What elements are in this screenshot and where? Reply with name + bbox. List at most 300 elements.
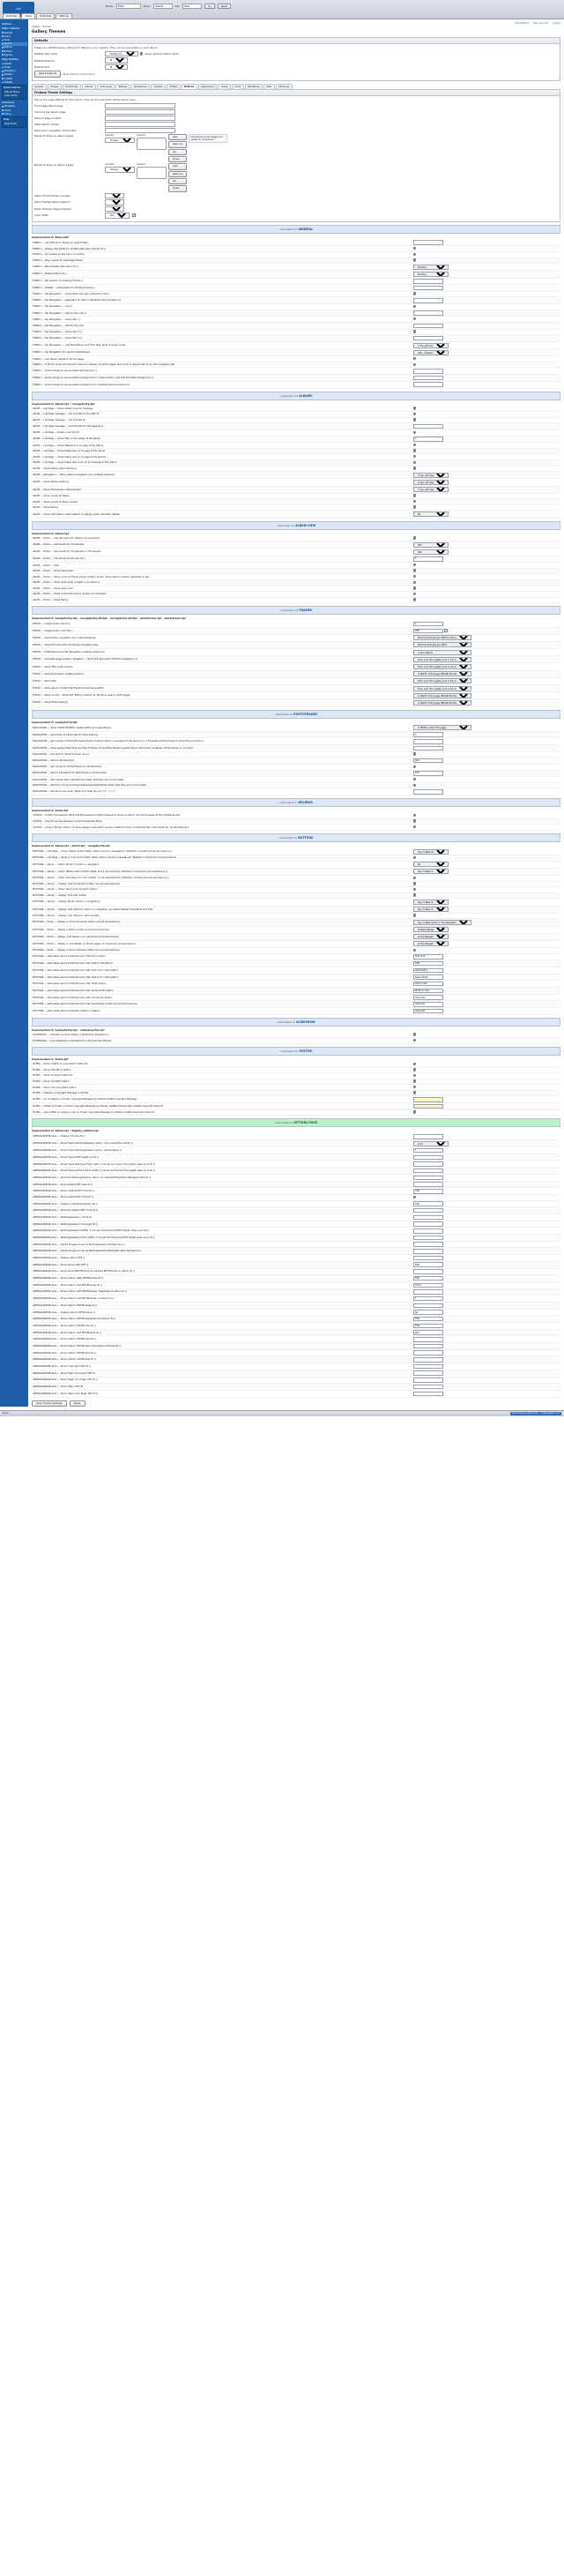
section-banner-title: PHOTOFRAMES bbox=[293, 712, 318, 716]
photo-themes-select[interactable] bbox=[105, 206, 124, 213]
setting-label: FORBid — Marcet Right Side album ID () bbox=[32, 264, 412, 271]
setting-row bbox=[32, 486, 560, 493]
setting-select[interactable] bbox=[413, 542, 449, 548]
setting-text-input[interactable] bbox=[413, 1134, 443, 1139]
setting-control-cell bbox=[412, 1133, 560, 1139]
setting-select[interactable] bbox=[413, 700, 471, 706]
setting-select[interactable] bbox=[413, 671, 471, 676]
setting-row bbox=[32, 417, 560, 423]
setting-row bbox=[32, 278, 560, 285]
blocks-album-pages-row-2 bbox=[34, 163, 558, 191]
setting-checkbox[interactable] bbox=[413, 598, 416, 601]
setting-label: PHOTO — Show album content that the for thumbnail position bbox=[32, 684, 412, 691]
setting-checkbox[interactable] bbox=[413, 564, 416, 566]
setting-checkbox[interactable] bbox=[413, 247, 416, 250]
setting-row bbox=[32, 981, 560, 988]
setting-checkbox[interactable] bbox=[413, 752, 416, 755]
sidebar-item-widgets[interactable] bbox=[1, 77, 27, 84]
chrome-tab-templates[interactable]: Templates bbox=[36, 13, 55, 19]
setting-row bbox=[32, 892, 560, 899]
reset-button[interactable]: Reset bbox=[218, 4, 231, 9]
setting-label: AlbUM — Show Thumbnails relationships() bbox=[32, 486, 412, 493]
setting-checkbox[interactable] bbox=[413, 1091, 416, 1094]
setting-row bbox=[32, 597, 560, 603]
setting-checkbox[interactable] bbox=[413, 825, 416, 828]
move-block-up-button-1[interactable]: Up bbox=[168, 149, 187, 155]
chrome-field-input-2[interactable] bbox=[182, 4, 202, 9]
link-edit-options[interactable]: Edit Options bbox=[515, 22, 530, 25]
setting-checkbox[interactable] bbox=[413, 575, 416, 578]
setting-checkbox[interactable] bbox=[413, 765, 416, 768]
section-banner-sub: customisation for bbox=[279, 1049, 300, 1053]
setting-select[interactable] bbox=[413, 725, 471, 730]
tab-fonts[interactable]: Fonts bbox=[232, 84, 244, 89]
setting-label: PHOTO — Show Description (subtle position) bbox=[32, 670, 412, 677]
setting-checkbox[interactable] bbox=[413, 431, 416, 434]
setting-label: APPEARANCE/Module — Show 'Album' with PDF/Modules, the/added of Album ID () bbox=[32, 1288, 412, 1295]
setting-checkbox[interactable] bbox=[413, 449, 416, 452]
setting-text-input[interactable] bbox=[413, 732, 443, 737]
setting-label: BUTTONS — Photo — display a 'Set Contextual' button and all permissions() bbox=[32, 948, 412, 954]
setting-checkbox[interactable] bbox=[413, 819, 416, 822]
setting-text-input[interactable] bbox=[413, 240, 443, 245]
setting-row bbox=[32, 317, 560, 323]
tab-permissions[interactable]: Permissions bbox=[130, 84, 150, 89]
setting-text-input[interactable] bbox=[413, 622, 443, 627]
page-title: Gallery Themes bbox=[32, 30, 66, 34]
setting-select[interactable] bbox=[413, 549, 449, 555]
tab-advanced[interactable]: Advanced bbox=[276, 84, 293, 89]
setting-control-cell bbox=[412, 1363, 560, 1370]
setting-checkbox[interactable] bbox=[413, 418, 416, 421]
setting-text-input[interactable] bbox=[413, 382, 443, 387]
setting-text-input[interactable] bbox=[413, 437, 443, 442]
setting-select[interactable] bbox=[413, 272, 449, 277]
sidebar-header: Options bbox=[2, 23, 11, 26]
setting-label: APPEARANCE/Module — Paddings/Gallery FULL? width, if not set out-thumbnail/PDF height sizes up to ID () bbox=[32, 1235, 412, 1242]
selected-blocks-list-1[interactable] bbox=[137, 138, 167, 150]
setting-checkbox[interactable] bbox=[413, 581, 416, 584]
setting-text-input[interactable] bbox=[413, 1249, 443, 1254]
setting-text-input[interactable] bbox=[413, 1262, 443, 1267]
setting-label: FORBid — Added Image to use as Gallery background in Creative Popup background bbox=[32, 381, 412, 388]
setting-select[interactable] bbox=[413, 869, 449, 874]
setting-label: APPEARANCE/Module — Show Frame Paddings FULL? with, if not set out frame FUA height, sizes up to ID () bbox=[32, 1161, 412, 1168]
setting-text-input[interactable] bbox=[413, 1148, 443, 1154]
setting-label: NAVIGATION — Show SHOW FRAMES created within and separation() bbox=[32, 725, 412, 732]
setting-select[interactable] bbox=[413, 1141, 449, 1146]
setting-label: BUTTONS — Album — display 'Add Comments' button, and all permissions() bbox=[32, 881, 412, 887]
setting-row bbox=[32, 479, 560, 486]
setting-checkbox[interactable] bbox=[413, 1074, 416, 1077]
setting-text-input[interactable] bbox=[413, 298, 443, 303]
setting-checkbox[interactable] bbox=[413, 569, 416, 571]
setting-checkbox[interactable] bbox=[413, 253, 416, 256]
setting-text-input[interactable] bbox=[413, 968, 443, 974]
setting-checkbox[interactable] bbox=[413, 877, 416, 879]
setting-text-input[interactable] bbox=[413, 369, 443, 374]
chrome-tab-styles[interactable]: Styles bbox=[21, 13, 35, 19]
setting-label: FILTER — As To display on Footer copyright Message the default AddMe Copyright Message bbox=[32, 1096, 412, 1103]
setting-text-input[interactable] bbox=[413, 1330, 443, 1335]
show-error-nav-thumbs-input[interactable] bbox=[105, 128, 175, 133]
album-theme-photo-location-label: Album Theme Photo Location bbox=[34, 193, 71, 198]
setting-control-cell bbox=[412, 1248, 560, 1255]
setting-text-input[interactable] bbox=[413, 1378, 443, 1383]
tab-uploads[interactable]: Uploads bbox=[151, 84, 166, 89]
default-user-mode-select[interactable] bbox=[105, 51, 138, 57]
sidebar-item-debug[interactable] bbox=[1, 112, 27, 116]
reset-defaults-button[interactable]: Reset Defaults bbox=[34, 71, 61, 77]
color-theft-select[interactable] bbox=[105, 213, 130, 219]
front-page-album-input[interactable] bbox=[105, 103, 175, 108]
setting-select[interactable] bbox=[413, 664, 471, 669]
setting-text-input[interactable] bbox=[413, 1104, 443, 1109]
setting-text-input[interactable] bbox=[413, 1289, 443, 1295]
setting-control-cell bbox=[412, 1384, 560, 1391]
setting-label: BUTTONS — Album — display 'Add 'Album's' admin on navigation, by default tablets Thumbnail and Title bbox=[32, 906, 412, 913]
setting-select[interactable] bbox=[413, 920, 471, 925]
setting-select[interactable] bbox=[413, 650, 471, 655]
setting-checkbox[interactable] bbox=[413, 1086, 416, 1088]
setting-select[interactable] bbox=[413, 480, 449, 485]
album-theme-photo-location-row bbox=[34, 193, 558, 199]
setting-checkbox[interactable] bbox=[413, 467, 416, 469]
setting-control-cell bbox=[412, 459, 560, 466]
setting-checkbox[interactable] bbox=[413, 1033, 416, 1035]
setting-select[interactable] bbox=[413, 686, 471, 691]
setting-text-input[interactable] bbox=[413, 995, 443, 1000]
setting-control-cell bbox=[412, 751, 560, 758]
setting-text-input[interactable] bbox=[413, 1002, 443, 1007]
setting-text-input[interactable] bbox=[413, 1344, 443, 1349]
tab-general[interactable]: General bbox=[32, 84, 47, 89]
setting-text-input[interactable] bbox=[413, 1215, 443, 1221]
move-block-up-button-2[interactable]: Up bbox=[168, 178, 187, 184]
add-block-button-1[interactable]: Add bbox=[168, 134, 187, 140]
setting-checkbox[interactable] bbox=[413, 778, 416, 780]
sidebar-item-spacing[interactable] bbox=[1, 53, 27, 56]
setting-control-cell bbox=[412, 663, 560, 670]
setting-text-input[interactable] bbox=[413, 746, 443, 751]
remove-block-button-2[interactable]: Remove bbox=[168, 171, 187, 177]
setting-text-input[interactable] bbox=[413, 1317, 443, 1322]
setting-text-input[interactable] bbox=[413, 424, 443, 429]
setting-checkbox[interactable] bbox=[413, 1079, 416, 1082]
setting-control-cell bbox=[412, 788, 560, 795]
setting-text-input[interactable] bbox=[413, 1228, 443, 1234]
tab-misc[interactable]: Misc bbox=[263, 84, 274, 89]
setting-label: AlbUM — List Page — Show Title on the pages of the album bbox=[32, 436, 412, 443]
setting-select[interactable] bbox=[413, 487, 449, 492]
setting-checkbox[interactable] bbox=[413, 1110, 416, 1113]
setting-select[interactable] bbox=[413, 343, 449, 348]
setting-text-input[interactable] bbox=[413, 1337, 443, 1342]
setting-checkbox[interactable] bbox=[413, 586, 416, 589]
setting-control-cell bbox=[412, 1235, 560, 1242]
setting-text-input[interactable] bbox=[413, 789, 443, 795]
rows-of-page-content-input[interactable] bbox=[105, 116, 175, 121]
setting-text-input[interactable] bbox=[413, 1269, 443, 1274]
setting-label: FORBid — Stable bottom ID () bbox=[32, 271, 412, 278]
setting-checkbox[interactable] bbox=[413, 856, 416, 859]
setting-control-cell bbox=[412, 486, 560, 493]
setting-checkbox[interactable] bbox=[413, 593, 416, 595]
setting-label: AlbUM — Photo — Show Description bbox=[32, 568, 412, 574]
setting-label: APPEARANCE/Module — Show 'Album' PDF/Module, the/added of Module ID () bbox=[32, 1343, 412, 1350]
chrome-field-label-0: Mode: bbox=[106, 4, 114, 8]
setting-select[interactable] bbox=[413, 900, 449, 905]
link-user-account[interactable]: User Account bbox=[533, 22, 549, 25]
allow-switch-mode-checkbox[interactable] bbox=[140, 52, 143, 55]
save-theme-settings-button[interactable]: Save Theme Settings bbox=[32, 1400, 67, 1407]
reset-theme-settings-button[interactable]: Reset bbox=[70, 1400, 85, 1407]
setting-row bbox=[32, 948, 560, 954]
settings-table-general bbox=[32, 240, 560, 389]
sidebar-box-item-clear-cache[interactable] bbox=[4, 94, 25, 98]
setting-text-input[interactable] bbox=[413, 1364, 443, 1370]
setting-checkbox[interactable] bbox=[413, 292, 416, 295]
setting-text-input[interactable] bbox=[413, 1189, 443, 1194]
tab-albums[interactable]: Albums bbox=[82, 84, 96, 89]
setting-row bbox=[32, 988, 560, 995]
setting-checkbox[interactable] bbox=[413, 330, 416, 332]
chrome-tab-overview[interactable]: Overview bbox=[3, 13, 20, 19]
setting-text-input[interactable] bbox=[413, 1208, 443, 1213]
setting-text-input[interactable] bbox=[413, 1201, 443, 1206]
setting-select[interactable] bbox=[413, 350, 449, 355]
setting-checkbox[interactable] bbox=[413, 1063, 416, 1065]
section-impl-note-slideshow: Implemented in 'navigate/frp.tpl', 'slideshow/frp.tpl' bbox=[32, 1027, 105, 1032]
setting-label: FORBid — Use SITE ID to display on page HTML() bbox=[32, 240, 412, 246]
setting-row bbox=[32, 1316, 560, 1323]
setting-text-input[interactable] bbox=[413, 1155, 443, 1161]
blocks-hint-1: This window can be dragged and resized for convenience. bbox=[189, 134, 227, 143]
setting-checkbox[interactable] bbox=[413, 814, 416, 817]
setting-checkbox[interactable] bbox=[413, 494, 416, 497]
setting-checkbox[interactable] bbox=[413, 893, 416, 896]
setting-text-input[interactable] bbox=[413, 974, 443, 980]
setting-checkbox[interactable] bbox=[413, 914, 416, 916]
setting-select[interactable] bbox=[413, 927, 449, 932]
setting-control-cell bbox=[412, 892, 560, 899]
setting-text-input[interactable] bbox=[413, 376, 443, 381]
tab-text-blocks[interactable]: Text Blocks bbox=[245, 84, 263, 89]
setting-row bbox=[32, 887, 560, 893]
tab-ratings[interactable]: Ratings bbox=[115, 84, 130, 89]
blocks-album-pages-label-1: Blocks to show on album pages bbox=[34, 133, 74, 138]
setting-text-input[interactable] bbox=[413, 1370, 443, 1376]
setting-checkbox[interactable] bbox=[413, 1039, 416, 1042]
setting-select[interactable] bbox=[413, 907, 449, 912]
tab-buttons[interactable]: Buttons bbox=[182, 84, 197, 89]
setting-text-input[interactable] bbox=[413, 629, 443, 634]
setting-text-input[interactable] bbox=[413, 1182, 443, 1187]
setting-text-input[interactable] bbox=[413, 1310, 443, 1315]
setting-text-input[interactable] bbox=[413, 1296, 443, 1302]
color-theft-swatch[interactable] bbox=[132, 213, 136, 217]
setting-select[interactable] bbox=[413, 642, 471, 647]
setting-checkbox[interactable] bbox=[413, 882, 416, 885]
setting-select[interactable] bbox=[413, 934, 449, 939]
setting-checkbox[interactable] bbox=[413, 444, 416, 446]
chrome-field-group bbox=[106, 4, 231, 9]
selected-label-2: Selected bbox=[137, 163, 145, 167]
setting-checkbox[interactable] bbox=[413, 949, 416, 952]
setting-label: APPEARANCE/Module — Show Frame Shift height ran ID () bbox=[32, 1154, 412, 1161]
tab-appearance[interactable]: Appearance bbox=[198, 84, 218, 89]
setting-row bbox=[32, 1336, 560, 1343]
setting-checkbox[interactable] bbox=[413, 305, 416, 308]
move-block-down-button-2[interactable]: Down bbox=[168, 185, 187, 191]
setting-checkbox[interactable] bbox=[413, 363, 416, 366]
setting-text-input[interactable] bbox=[413, 989, 443, 994]
setting-checkbox[interactable] bbox=[413, 413, 416, 415]
setting-checkbox[interactable] bbox=[413, 1068, 416, 1071]
remove-block-button-1[interactable]: Remove bbox=[168, 141, 187, 147]
selected-blocks-list-2[interactable] bbox=[137, 167, 167, 179]
move-block-down-button-1[interactable]: Down bbox=[168, 156, 187, 162]
available-blocks-select-1[interactable] bbox=[105, 138, 135, 144]
setting-select[interactable] bbox=[413, 473, 449, 478]
open-frames-select[interactable] bbox=[105, 199, 124, 205]
columns-per-album-input[interactable] bbox=[105, 109, 175, 115]
setting-select[interactable] bbox=[413, 849, 449, 855]
setting-label: APPEARANCE/Module — Show 'Album' PDF/Module ID () bbox=[32, 1323, 412, 1330]
tab-images[interactable]: Images bbox=[48, 84, 62, 89]
setting-text-input[interactable] bbox=[413, 279, 443, 284]
setting-checkbox[interactable] bbox=[413, 500, 416, 503]
setting-checkbox[interactable] bbox=[413, 505, 416, 508]
setting-row bbox=[32, 1085, 560, 1091]
setting-select[interactable] bbox=[413, 693, 471, 698]
setting-text-input[interactable] bbox=[413, 1357, 443, 1363]
setting-text-input[interactable] bbox=[413, 739, 443, 744]
setting-text-input[interactable] bbox=[413, 1276, 443, 1281]
setting-row bbox=[32, 881, 560, 887]
setting-checkbox[interactable] bbox=[413, 1196, 416, 1198]
setting-label: FORBid — Added Image to use as Gallery background in content album, and that the table background () bbox=[32, 375, 412, 382]
setting-color-swatch[interactable] bbox=[444, 629, 448, 632]
setting-control-cell bbox=[412, 1168, 560, 1175]
setting-control-cell bbox=[412, 994, 560, 1001]
defaults-panel-body bbox=[33, 44, 560, 79]
setting-text-input[interactable] bbox=[413, 771, 443, 776]
chrome-field-input-0[interactable] bbox=[116, 4, 141, 9]
setting-text-input[interactable] bbox=[413, 758, 443, 764]
setting-checkbox[interactable] bbox=[413, 407, 416, 409]
setting-label: BUTTONS — Album — display 'Photo' admin in navigation() bbox=[32, 899, 412, 906]
setting-text-input[interactable] bbox=[413, 1236, 443, 1241]
setting-row bbox=[32, 443, 560, 449]
setting-text-input[interactable] bbox=[413, 1097, 443, 1102]
add-block-button-2[interactable]: Add bbox=[168, 163, 187, 169]
sidebar-box-item-style-guide[interactable] bbox=[4, 122, 25, 125]
setting-text-input[interactable] bbox=[413, 310, 443, 316]
setting-row bbox=[32, 1384, 560, 1391]
setting-label: FILTER — Use AddMe on display a link on Footer Copyright Message by default, AddMe download option ID bbox=[32, 1109, 412, 1116]
setting-text-input[interactable] bbox=[413, 1350, 443, 1355]
setting-text-input[interactable] bbox=[413, 1242, 443, 1247]
setting-control-cell bbox=[412, 745, 560, 752]
album-theme-photo-location-select[interactable] bbox=[105, 193, 124, 199]
default-sort-select[interactable] bbox=[105, 64, 128, 71]
setting-text-input[interactable] bbox=[413, 556, 443, 562]
setting-text-input[interactable] bbox=[413, 954, 443, 959]
setting-select[interactable] bbox=[413, 941, 449, 946]
sidebar-box-item-label: Style Guide bbox=[4, 122, 17, 125]
setting-text-input[interactable] bbox=[413, 1169, 443, 1174]
show-album-names-input[interactable] bbox=[105, 122, 175, 127]
setting-checkbox[interactable] bbox=[413, 888, 416, 891]
setting-text-input[interactable] bbox=[413, 324, 443, 329]
setting-text-input[interactable] bbox=[413, 1009, 443, 1014]
chrome-tab-settings[interactable]: Settings bbox=[56, 13, 72, 19]
setting-checkbox[interactable] bbox=[413, 455, 416, 458]
setting-select[interactable] bbox=[413, 678, 471, 683]
setting-text-input[interactable] bbox=[413, 1324, 443, 1329]
tab-thumbnails[interactable]: Thumbnails bbox=[63, 84, 81, 89]
setting-checkbox[interactable] bbox=[413, 357, 416, 360]
setting-label: AlbUM — Photo — Thumbnail border size ID () bbox=[32, 556, 412, 563]
setting-label: APPEARANCE/Module — Display Album PDF () bbox=[32, 1255, 412, 1262]
go-button[interactable]: Go bbox=[204, 4, 215, 9]
setting-checkbox[interactable] bbox=[413, 461, 416, 464]
tab-comments[interactable]: Comments bbox=[97, 84, 115, 89]
setting-row bbox=[32, 568, 560, 574]
setting-label: FORBid — If 'Photo using a thumbnail?' album is needed, at photo pages, also a link is opened album as 'The navigation Bar' bbox=[32, 362, 412, 368]
setting-control-cell bbox=[412, 677, 560, 684]
setting-text-input[interactable] bbox=[413, 961, 443, 967]
sidebar-item-label: Content bbox=[4, 77, 13, 80]
setting-checkbox[interactable] bbox=[413, 258, 416, 261]
setting-select[interactable] bbox=[413, 511, 449, 517]
setting-checkbox[interactable] bbox=[413, 536, 416, 539]
setting-text-input[interactable] bbox=[413, 1385, 443, 1390]
setting-select[interactable] bbox=[413, 265, 449, 270]
setting-label: ACCESS — Position the Review Table that Reviewed the default Review to show on album, and show pages at the traditional size bbox=[32, 813, 412, 818]
setting-select[interactable] bbox=[413, 635, 471, 640]
setting-text-input[interactable] bbox=[413, 1283, 443, 1288]
setting-checkbox[interactable] bbox=[413, 784, 416, 787]
setting-text-input[interactable] bbox=[413, 286, 443, 291]
tab-colors[interactable]: Colors bbox=[218, 84, 231, 89]
setting-checkbox[interactable] bbox=[413, 317, 416, 320]
setting-control-cell bbox=[412, 412, 560, 418]
setting-label: APPEARANCE/Module — Show 'Album' PDF/Module ID () bbox=[32, 1349, 412, 1356]
setting-text-input[interactable] bbox=[413, 1256, 443, 1261]
setting-text-input[interactable] bbox=[413, 1221, 443, 1227]
chrome-field-input-1[interactable] bbox=[153, 4, 173, 9]
setting-select[interactable] bbox=[413, 657, 471, 662]
setting-text-input[interactable] bbox=[413, 982, 443, 987]
default-keyword-select[interactable] bbox=[105, 57, 128, 63]
available-blocks-select-2[interactable] bbox=[105, 167, 135, 173]
setting-text-input[interactable] bbox=[413, 1303, 443, 1309]
setting-label: FORBid — Top Navigation — Add Menu/Menu Link from Main level of Guest mode bbox=[32, 341, 412, 348]
setting-text-input[interactable] bbox=[413, 336, 443, 341]
setting-select[interactable] bbox=[413, 862, 449, 867]
setting-text-input[interactable] bbox=[413, 1176, 443, 1181]
setting-text-input[interactable] bbox=[413, 1392, 443, 1397]
chrome-field-label-2: Set: bbox=[174, 4, 181, 8]
link-logout[interactable]: Logout bbox=[553, 22, 560, 25]
tab-profiles[interactable]: Profiles bbox=[167, 84, 181, 89]
app-logo: ACP bbox=[3, 2, 34, 17]
setting-control-cell bbox=[412, 1109, 560, 1116]
sidebar-section-title-1: Page Options bbox=[2, 58, 19, 62]
setting-text-input[interactable] bbox=[413, 1161, 443, 1167]
